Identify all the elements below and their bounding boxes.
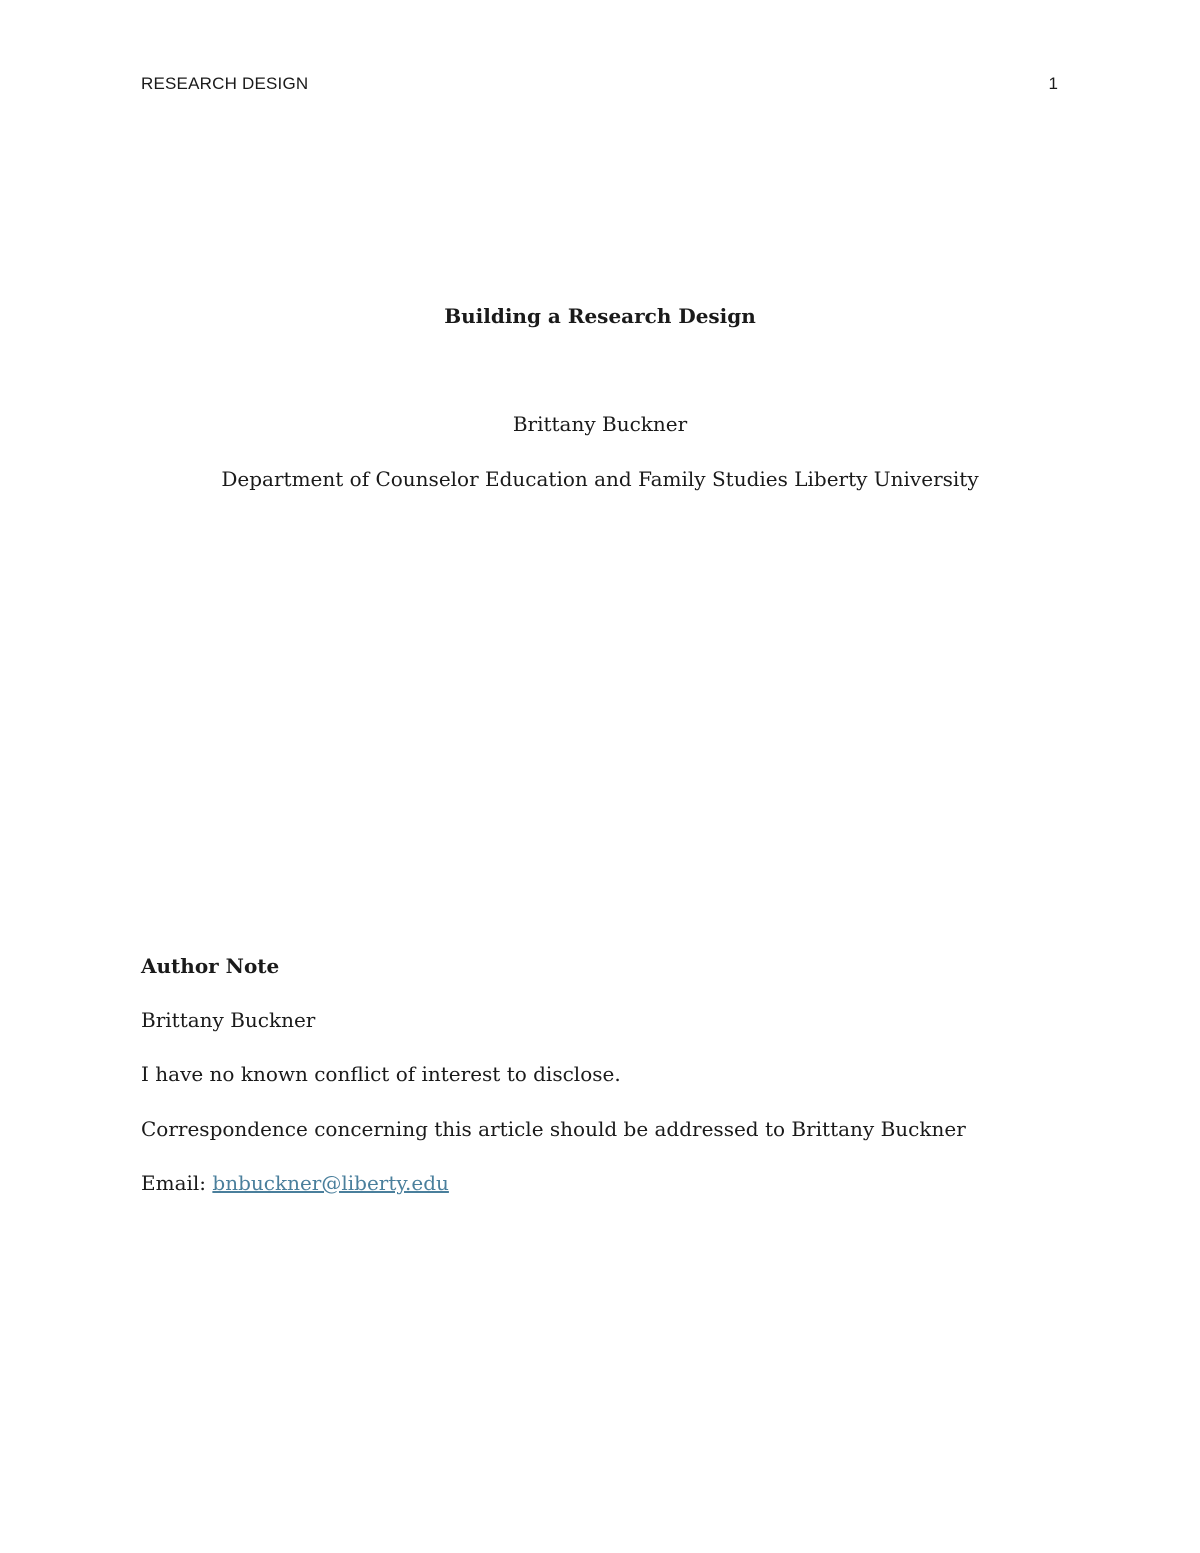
email-label: Email: — [141, 1171, 213, 1195]
paper-title: Building a Research Design — [444, 304, 756, 328]
email-line — [141, 1171, 449, 1195]
author-note-name: Brittany Buckner — [141, 1008, 316, 1032]
running-head: RESEARCH DESIGN — [141, 74, 309, 93]
conflict-statement: I have no known conflict of interest to disclose. — [141, 1062, 621, 1086]
page-number: 1 — [1048, 74, 1058, 93]
author-name: Brittany Buckner — [512, 412, 688, 436]
correspondence-statement: Correspondence concerning this article should be addressed to Brittany Buckner — [141, 1117, 966, 1141]
author-note-heading: Author Note — [141, 954, 280, 978]
email-link[interactable]: bnbuckner@liberty.edu — [212, 1171, 449, 1195]
author-affiliation: Department of Counselor Education and Family Studies Liberty University — [221, 467, 979, 491]
